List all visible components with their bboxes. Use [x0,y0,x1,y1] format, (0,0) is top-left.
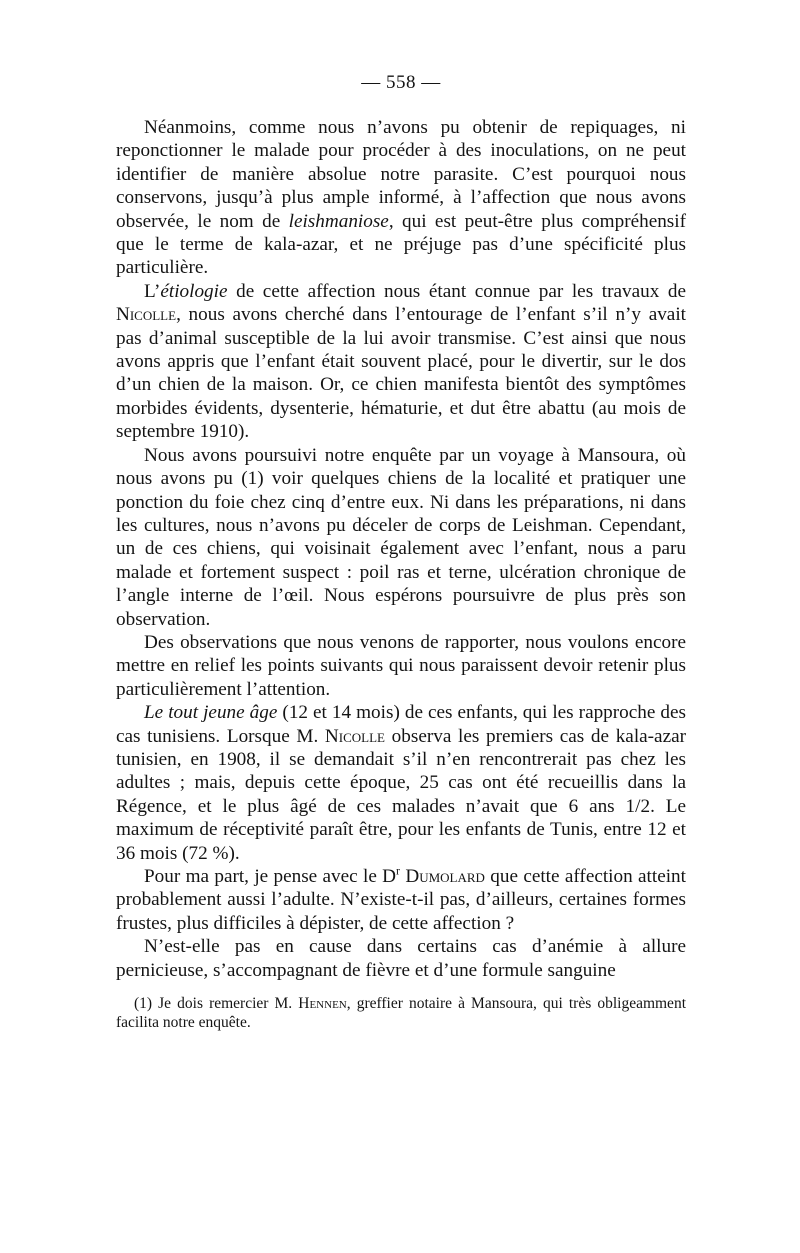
page-number: — 558 — [361,72,441,93]
author-name-nicolle-2: Nicolle [324,725,385,747]
paragraph-5 [116,701,686,865]
paragraph-7: N’est-elle pas en cause dans certains cas d’anémie à allure pernicieuse, s’accompagnant de fièvre et d’une formule sanguine [116,936,686,981]
paragraph-6 [116,865,686,935]
paragraph-3: Nous avons poursuivi notre enquête par un voyage à Mansoura, où nous avons pu (1) voir quelques chiens de la localité et pratiquer une ponction du foie chez cinq d’entre eux. Ni dans les préparations, ni dans les cultures, nous n’avons pu déceler de corps de Leishman. Cependant, un de ces chiens, qui voisinait également avec l’enfant, nous a paru malade et fortement suspect : poil ras et terne, ulcération chronique de l’angle interne de l’œil. Nous espérons poursuivre de plus près son observation. [116,444,686,630]
paragraph-1-text: Néanmoins, comme nous n’avons pu obtenir de repiquages, ni reponctionner le malade pour procéder à des inoculations, on ne peut identifier de manière absolue notre parasite. C’est pourquoi nous conservons, jusqu’à plus ample informé, à l’affection que nous avons observée, le nom de [116,117,686,232]
author-name-nicolle: Nicolle [116,304,177,326]
footnote-text-a: (1) Je dois remercier M. [134,995,299,1013]
footnote [116,994,686,1032]
paragraph-2-text-a: de cette affection nous étant connue par les travaux de [227,280,686,302]
paragraph-6-text-a: Pour ma part, je pense avec le D [144,866,397,887]
doctor-abbrev-sup: r [396,863,401,878]
paragraph-1 [116,116,686,280]
paragraph-5-text-b: observa les premiers cas de kala-azar tunisien, en 1908, il se demandait s’il n’en rencontrerait pas chez les adultes ; mais, depuis cette époque, 25 cas ont été recueillis dans la Régence, et le plus âgé de ces malades n’avait que 6 ans 1/2. Le maximum de réceptivité paraît être, pour les enfants de Tunis, entre 12 et 36 mois (72 %). [116,725,686,864]
footnote-name-hennen: Hennen [298,995,347,1013]
term-leishmaniose: leishmaniose [288,210,389,232]
paragraph-2 [116,280,686,444]
footnote-separator [116,982,686,994]
document-page [116,72,686,1032]
author-name-dumolard: Dumolard [400,866,485,887]
paragraph-2-text-b: , nous avons cherché dans l’entourage de l’enfant s’il n’y avait pas d’animal susceptible de la lui avoir transmise. C’est ainsi que nous avons appris que l’enfant était souvent placé, pour le divertir, sur le dos d’un chien de la maison. Or, ce chien manifesta bientôt des symptômes morbides évidents, dysenterie, hématurie, et dut être abattu (au mois de septembre 1910). [116,304,686,443]
term-tout-jeune-age: Le tout jeune âge [144,702,278,724]
paragraph-6-text-b: que cette affection atteint probablement aussi l’adulte. N’existe-t-il pas, d’ailleurs, certaines formes frustes, plus difficiles à dépister, de cette affection ? [116,866,686,934]
paragraph-2-prefix: L’ [144,280,161,302]
paragraph-4: Des observations que nous venons de rapporter, nous voulons encore mettre en relief les points suivants qui nous paraissent devoir retenir plus particulièrement l’attention. [116,631,686,700]
paragraph-5-text-a: (12 et 14 mois) de ces enfants, qui les rapproche des cas tunisiens. Lorsque M. [116,702,686,747]
footnote-text-b: , greffier notaire à Mansoura, qui très obligeamment facilita notre enquête. [116,995,686,1032]
term-etiologie: étiologie [160,280,228,302]
paragraph-1-end: , qui est peut-être plus compréhensif que le terme de kala-azar, et ne préjuge pas d’une spécificité plus particulière. [116,210,686,279]
